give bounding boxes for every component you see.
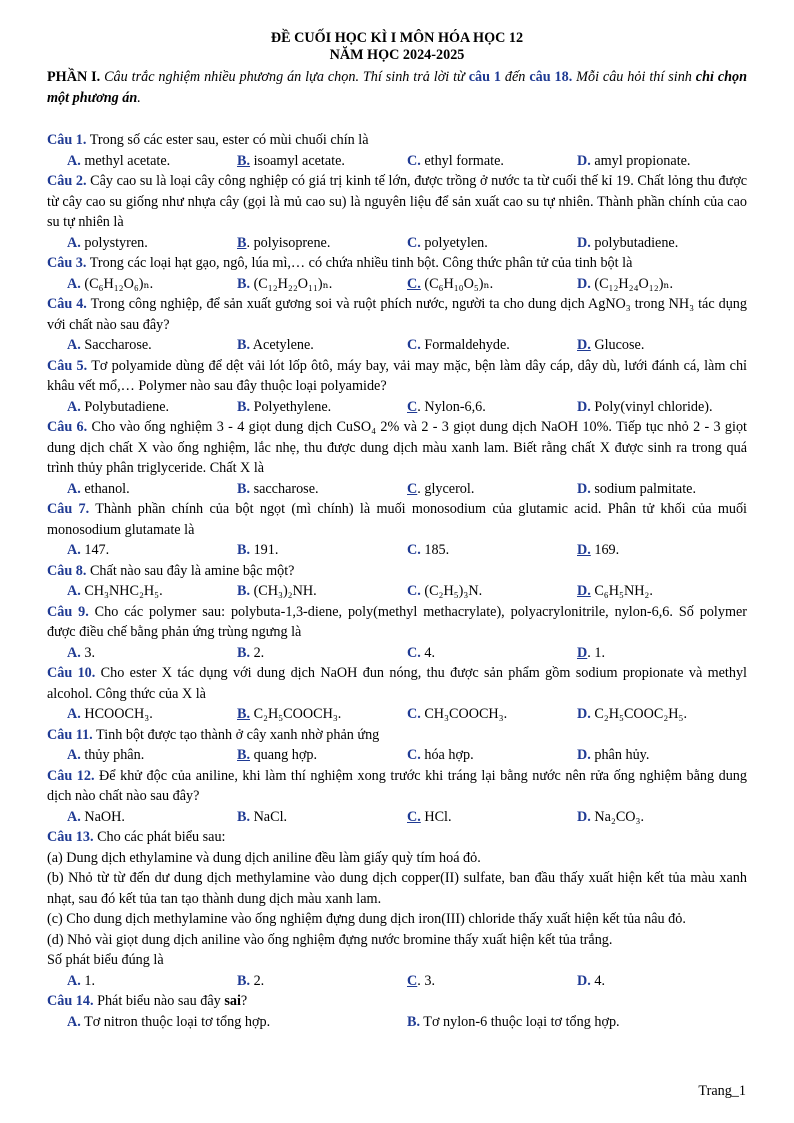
option-text: CH₃COOCH₃.	[420, 706, 508, 722]
statement-c: (c) Cho dung dịch methylamine vào ống nghiệm đựng dung dịch iron(III) chloride thấy xuất hiện kết tủa nâu đỏ.	[47, 911, 686, 927]
option-letter: B.	[237, 972, 251, 989]
question-13-options	[47, 971, 747, 992]
option-d	[577, 233, 747, 254]
option-text: 3.	[80, 644, 95, 661]
option-letter: D.	[577, 234, 591, 251]
option-text: (CH₃)₂NH.	[250, 583, 317, 599]
question-label: Câu 1.	[47, 132, 87, 148]
option-text: 4.	[590, 972, 605, 989]
option-letter: C.	[407, 747, 421, 763]
option-text: isoamyl acetate.	[250, 152, 345, 169]
option-a	[67, 581, 237, 602]
question-list	[47, 130, 747, 827]
option-letter: A.	[67, 972, 81, 989]
option-d	[577, 704, 747, 725]
option-text: 4.	[420, 644, 435, 661]
option-b	[237, 807, 407, 828]
statement-a: (a) Dung dịch ethylamine và dung dịch aniline đều làm giấy quỳ tím hoá đỏ.	[47, 849, 481, 866]
question-text: Cho các polymer sau: polybuta-1,3-diene, poly(methyl methacrylate), polyacrylonitrile, nylon-6,6. Số polymer được điều chế bằng phản ứng trùng ngưng là	[47, 603, 747, 640]
option-text: 2.	[250, 972, 265, 989]
question-13-prompt: Số phát biểu đúng là	[47, 952, 164, 968]
question-text: Cây cao su là loại cây công nghiệp có giá trị kinh tế lớn, được trồng ở nước ta từ cuối thế kỉ 19. Chất lỏng thu được từ cây cao su giống như nhựa cây (gọi là mủ cao su) là nguyên liệu để sản xuất cao su tự nhiên. Thành phần chính của cao su tự nhiên là	[47, 173, 747, 230]
option-b	[237, 971, 407, 992]
question-options	[47, 745, 747, 766]
question-text-a: Phát biểu nào sau đây	[93, 993, 225, 1009]
option-letter: B.	[237, 808, 251, 825]
option-letter: C.	[407, 152, 421, 169]
question-text: Cho vào ống nghiệm 3 - 4 giọt dung dịch CuSO₄ 2% và 2 - 3 giọt dung dịch NaOH 10%. Tiếp tục nhỏ 2 - 3 giọt dung dịch chất X vào ống nghiệm, lắc nhẹ, thu được dung dịch màu xanh lam. Biết rằng chất X được sinh ra trong quá trình thủy phân triglyceride. Chất X là	[47, 419, 747, 476]
option-text: . 3.	[417, 972, 435, 989]
option-text: . Nylon-6,6.	[417, 398, 486, 415]
option-text: thủy phân.	[80, 747, 145, 763]
option-c	[407, 581, 577, 602]
option-c	[407, 397, 577, 418]
question-label: Câu 13.	[47, 829, 94, 845]
option-c	[407, 479, 577, 500]
option-text: 191.	[250, 542, 279, 558]
statement-d: (d) Nhỏ vài giọt dung dịch aniline vào ống nghiệm đựng nước bromine thấy xuất hiện kết tủa trắng.	[47, 931, 613, 948]
option-b	[237, 704, 407, 725]
option-text: amyl propionate.	[590, 152, 691, 169]
option-text: C₂H₅COOC₂H₅.	[590, 706, 688, 722]
option-text: CH₃NHC₂H₅.	[80, 583, 163, 599]
option-letter: C.	[407, 808, 421, 825]
question-text: Tơ polyamide dùng để dệt vải lót lốp ôtô, máy bay, vải may mặc, bện làm dây cáp, dây dù, lưới đánh cá, làm chỉ khâu vết mổ,… Polymer nào sau đây thuộc loại polyamide?	[47, 357, 747, 394]
option-text: 169.	[590, 542, 620, 558]
option-d	[577, 581, 747, 602]
option-d	[577, 274, 747, 295]
option-text: Na₂CO₃.	[590, 808, 645, 825]
option-b	[237, 540, 407, 561]
part-label: PHẦN I.	[47, 69, 101, 85]
question-label: Câu 2.	[47, 173, 87, 189]
question-options	[47, 233, 747, 254]
option-letter: C.	[407, 644, 421, 661]
option-letter: D.	[577, 583, 591, 599]
option-b	[237, 745, 407, 766]
option-a	[67, 151, 237, 172]
option-letter: D.	[577, 398, 591, 415]
option-c	[407, 807, 577, 828]
option-letter: D.	[577, 337, 591, 353]
option-letter: D.	[577, 542, 591, 558]
option-text: sodium palmitate.	[590, 480, 697, 497]
option-d	[577, 479, 747, 500]
option-letter: A.	[67, 275, 81, 292]
question-12	[47, 766, 747, 807]
page-number: Trang_1	[698, 1083, 746, 1099]
option-a	[67, 397, 237, 418]
option-b	[237, 151, 407, 172]
question-label: Câu 14.	[47, 993, 94, 1009]
option-letter: D.	[577, 152, 591, 169]
option-text: Glucose.	[590, 337, 645, 353]
option-d	[577, 335, 747, 356]
question-label: Câu 10.	[47, 665, 96, 681]
option-text: Acetylene.	[250, 337, 314, 353]
option-c	[407, 745, 577, 766]
option-a	[67, 335, 237, 356]
option-c	[407, 151, 577, 172]
option-text: Polyethylene.	[250, 398, 332, 415]
option-letter: D.	[577, 706, 591, 722]
option-c	[407, 274, 577, 295]
option-text: polyetylen.	[420, 234, 488, 251]
option-c	[407, 704, 577, 725]
option-a	[67, 479, 237, 500]
option-c	[407, 540, 577, 561]
option-a	[67, 971, 237, 992]
exam-title: ĐỀ CUỐI HỌC KÌ I MÔN HÓA HỌC 12	[270, 30, 524, 46]
question-4	[47, 294, 747, 335]
option-letter: A.	[67, 583, 81, 599]
option-a	[67, 233, 237, 254]
question-8	[47, 561, 747, 582]
option-d	[577, 397, 747, 418]
part-instructions	[47, 67, 747, 108]
option-text: . polyisoprene.	[246, 234, 331, 251]
option-letter: B.	[237, 542, 251, 558]
exam-page	[47, 30, 747, 1032]
option-letter: B.	[237, 152, 251, 169]
question-6	[47, 417, 747, 479]
question-text: Trong số các ester sau, ester có mùi chuối chín là	[86, 132, 369, 148]
option-letter: D.	[577, 808, 591, 825]
question-label: Câu 9.	[47, 603, 89, 620]
option-a	[67, 274, 237, 295]
question-label: Câu 11.	[47, 726, 93, 743]
option-letter: A.	[67, 398, 81, 415]
option-text: NaCl.	[250, 808, 288, 825]
option-letter: D	[577, 644, 588, 661]
option-letter: A.	[67, 644, 81, 661]
option-text: HCOOCH₃.	[80, 706, 153, 722]
part-instr-b: đến	[501, 69, 530, 85]
question-3	[47, 253, 747, 274]
option-letter: B.	[237, 706, 251, 722]
option-letter: C.	[407, 542, 421, 558]
option-text: saccharose.	[250, 480, 319, 497]
question-9	[47, 602, 747, 643]
option-text: 147.	[80, 542, 110, 558]
option-letter: C.	[407, 234, 421, 251]
spacer	[47, 108, 747, 130]
question-text: Thành phần chính của bột ngọt (mì chính) là muối monosodium của glutamic acid. Phân tử khối của muối monosodium glutamate là	[47, 501, 747, 538]
question-text-b: ?	[240, 993, 248, 1009]
statement-b: (b) Nhỏ từ từ đến dư dung dịch methylamine vào dung dịch copper(II) sulfate, ban đầu thấy xuất hiện kết tủa màu xanh nhạt, sau đó kết tủa tan tạo thành dung dịch màu xanh lam.	[47, 870, 747, 907]
question-options	[47, 397, 747, 418]
option-text: Saccharose.	[80, 337, 152, 353]
option-text: ethyl formate.	[420, 152, 504, 169]
option-letter: C	[407, 972, 418, 989]
question-label: Câu 7.	[47, 501, 90, 517]
question-options	[47, 274, 747, 295]
question-options	[47, 704, 747, 725]
option-a	[67, 1012, 407, 1033]
question-text: Trong các loại hạt gạo, ngô, lúa mì,… có chứa nhiều tinh bột. Công thức phân tử của tinh bột là	[86, 255, 633, 271]
option-text: ethanol.	[80, 480, 130, 497]
option-b	[407, 1012, 747, 1033]
option-text: 1.	[80, 972, 95, 989]
option-text: 2.	[250, 644, 265, 661]
option-text: C₆H₅NH₂.	[590, 583, 653, 599]
option-text: quang hợp.	[250, 747, 318, 763]
question-options	[47, 540, 747, 561]
option-a	[67, 745, 237, 766]
option-b	[237, 274, 407, 295]
question-text-bold: sai	[224, 993, 241, 1009]
option-text: (C₂H₅)₃N.	[420, 583, 483, 599]
option-letter: A.	[67, 337, 81, 353]
option-text: NaOH.	[80, 808, 125, 825]
option-letter: B.	[237, 337, 251, 353]
option-letter: B	[237, 234, 247, 251]
option-letter: B.	[237, 480, 251, 497]
question-text: Cho các phát biểu sau:	[93, 829, 226, 845]
option-text: C₂H₅COOCH₃.	[250, 706, 342, 722]
option-text: Formaldehyde.	[420, 337, 510, 353]
option-d	[577, 151, 747, 172]
question-7	[47, 499, 747, 540]
option-letter: A.	[67, 480, 81, 497]
option-text: 185.	[420, 542, 450, 558]
option-letter: A.	[67, 808, 81, 825]
option-c	[407, 335, 577, 356]
option-letter: A.	[67, 1013, 81, 1030]
option-a	[67, 807, 237, 828]
option-text: (C₆H₁₀O₅)ₙ.	[420, 275, 494, 292]
option-letter: D.	[577, 480, 591, 497]
question-10	[47, 663, 747, 704]
option-text: phân hủy.	[590, 747, 650, 763]
option-text: (C₁₂H₂₄O₁₂)ₙ.	[590, 275, 674, 292]
option-letter: C.	[407, 583, 421, 599]
option-text: . glycerol.	[417, 480, 475, 497]
option-letter: B.	[237, 583, 251, 599]
option-letter: D.	[577, 972, 591, 989]
question-options	[47, 643, 747, 664]
option-a	[67, 704, 237, 725]
option-b	[237, 643, 407, 664]
part-instr-c: Mỗi câu hỏi thí sinh	[572, 69, 696, 85]
option-text: polystyren.	[80, 234, 148, 251]
option-letter: A.	[67, 152, 81, 169]
option-text: Polybutadiene.	[80, 398, 170, 415]
option-letter: C.	[407, 275, 421, 292]
option-letter: B.	[407, 1013, 421, 1030]
part-q-to: câu 18.	[529, 69, 573, 85]
option-d	[577, 643, 747, 664]
option-text: (C₁₂H₂₂O₁₁)ₙ.	[250, 275, 333, 292]
question-13	[47, 827, 747, 848]
option-b	[237, 581, 407, 602]
option-letter: A.	[67, 706, 81, 722]
part-instr-d: .	[137, 89, 141, 106]
question-options	[47, 807, 747, 828]
part-q-from: câu 1	[468, 69, 501, 85]
option-a	[67, 643, 237, 664]
option-d	[577, 745, 747, 766]
part-instr-a: Câu trắc nghiệm nhiều phương án lựa chọn. Thí sinh trả lời từ	[100, 69, 469, 85]
question-text: Tinh bột được tạo thành ở cây xanh nhờ phản ứng	[92, 726, 380, 743]
option-letter: B.	[237, 275, 251, 292]
option-c	[407, 971, 577, 992]
question-label: Câu 4.	[47, 296, 87, 312]
option-text: Tơ nylon-6 thuộc loại tơ tổng hợp.	[420, 1013, 620, 1030]
option-letter: C.	[407, 337, 421, 353]
question-label: Câu 3.	[47, 255, 87, 271]
question-text: Để khử độc của aniline, khi làm thí nghiệm xong trước khi tráng lại bằng nước nên rửa ống nghiệm bằng dung dịch nào chất nào sau đây?	[47, 767, 747, 804]
question-5	[47, 356, 747, 397]
option-b	[237, 335, 407, 356]
option-d	[577, 971, 747, 992]
question-label: Câu 6.	[47, 419, 88, 435]
exam-year: NĂM HỌC 2024-2025	[329, 47, 465, 63]
option-letter: C	[407, 480, 418, 497]
option-text: Poly(vinyl chloride).	[590, 398, 713, 415]
option-letter: A.	[67, 542, 81, 558]
option-letter: B.	[237, 644, 251, 661]
question-2	[47, 171, 747, 233]
question-options	[47, 335, 747, 356]
question-11	[47, 725, 747, 746]
question-label: Câu 12.	[47, 767, 95, 784]
question-text: Cho ester X tác dụng với dung dịch NaOH đun nóng, thu được sản phẩm gồm sodium propionate và methyl alcohol. Công thức của X là	[47, 665, 747, 702]
question-options	[47, 151, 747, 172]
option-letter: B.	[237, 747, 251, 763]
option-text: . 1.	[587, 644, 605, 661]
question-text: Trong công nghiệp, để sản xuất gương soi và ruột phích nước, người ta cho dung dịch AgNO₃ trong NH₃ tác dụng với chất nào sau đây?	[47, 296, 747, 333]
option-text: hóa hợp.	[420, 747, 474, 763]
option-d	[577, 807, 747, 828]
question-label: Câu 8.	[47, 562, 87, 579]
option-letter: D.	[577, 747, 591, 763]
option-text: methyl acetate.	[80, 152, 171, 169]
question-label: Câu 5.	[47, 357, 88, 374]
option-letter: B.	[237, 398, 251, 415]
question-text: Chất nào sau đây là amine bậc một?	[86, 562, 295, 579]
option-letter: A.	[67, 234, 81, 251]
question-options	[47, 479, 747, 500]
option-letter: A.	[67, 747, 81, 763]
option-letter: C	[407, 398, 418, 415]
option-b	[237, 233, 407, 254]
question-1	[47, 130, 747, 151]
option-text: Tơ nitron thuộc loại tơ tổng hợp.	[80, 1013, 271, 1030]
option-b	[237, 397, 407, 418]
question-14-options	[47, 1012, 747, 1033]
option-a	[67, 540, 237, 561]
part-only-one: chỉ chọn một phương án	[47, 69, 748, 106]
option-text: HCl.	[420, 808, 452, 825]
question-options	[47, 581, 747, 602]
option-letter: D.	[577, 275, 591, 292]
option-text: (C₆H₁₂O₆)ₙ.	[80, 275, 154, 292]
option-b	[237, 479, 407, 500]
option-c	[407, 233, 577, 254]
option-letter: C.	[407, 706, 421, 722]
option-c	[407, 643, 577, 664]
option-d	[577, 540, 747, 561]
option-text: polybutadiene.	[590, 234, 679, 251]
question-14	[47, 991, 747, 1012]
